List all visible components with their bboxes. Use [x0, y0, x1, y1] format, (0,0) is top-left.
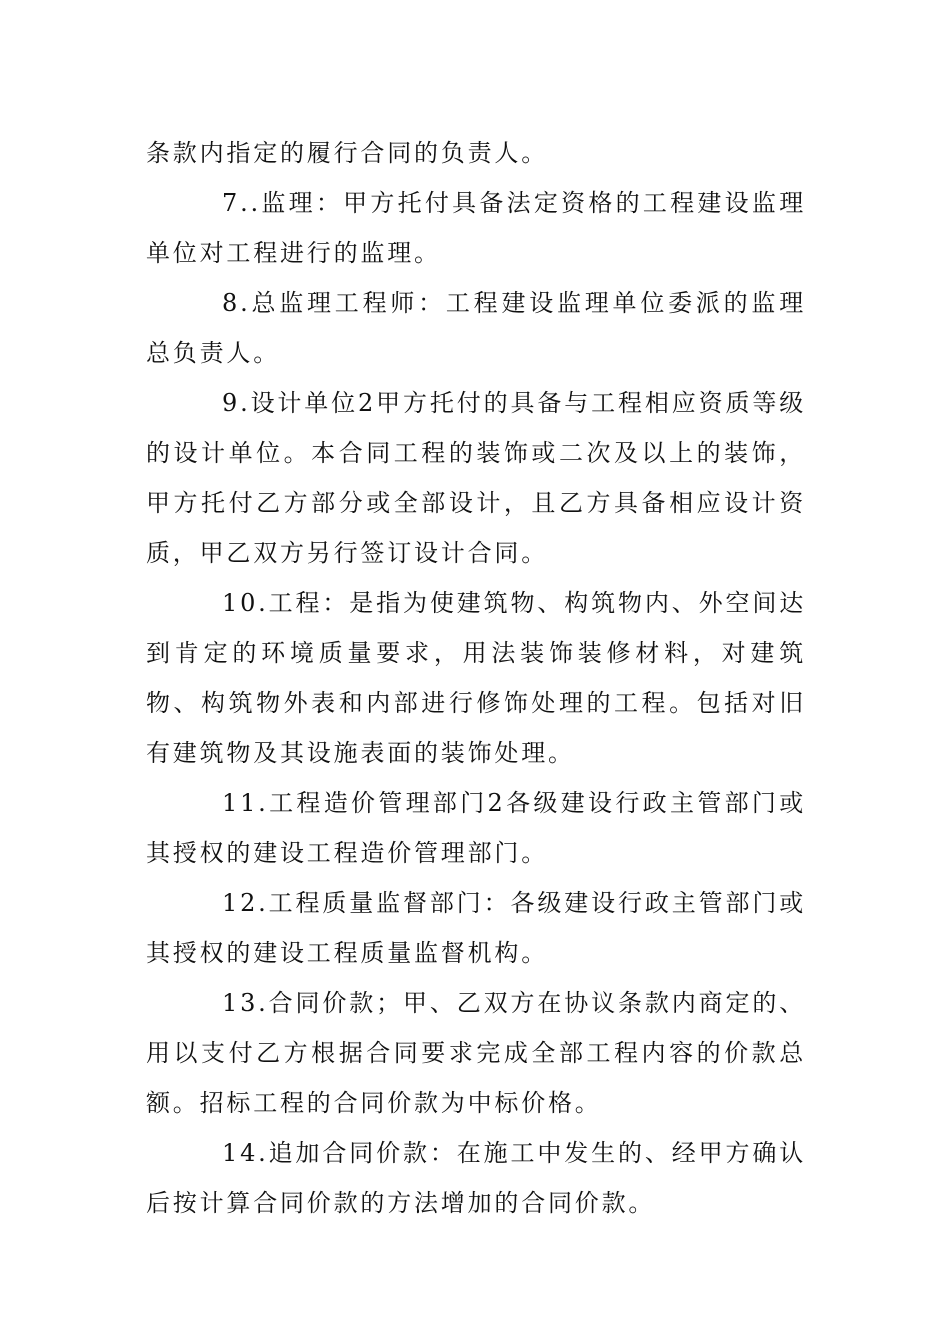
paragraph-clause-10: 10.工程：是指为使建筑物、构筑物内、外空间达到肯定的环境质量要求，用法装饰装修材料，对建筑物、构筑物外表和内部进行修饰处理的工程。包括对旧有建筑物及其设施表面的装饰处理。: [146, 589, 806, 767]
paragraph-clause-13: 13.合同价款；甲、乙双方在协议条款内商定的、用以支付乙方根据合同要求完成全部工程内容的价款总额。招标工程的合同价款为中标价格。: [146, 989, 806, 1117]
paragraph-clause-12: 12.工程质量监督部门：各级建设行政主管部门或其授权的建设工程质量监督机构。: [146, 889, 806, 967]
paragraph-clause-8: 8.总监理工程师：工程建设监理单位委派的监理总负责人。: [146, 289, 806, 367]
document-page: [146, 128, 806, 1228]
paragraph-clause-11: 11.工程造价管理部门2各级建设行政主管部门或其授权的建设工程造价管理部门。: [146, 789, 806, 867]
paragraph-clause-7: 7..监理：甲方托付具备法定资格的工程建设监理单位对工程进行的监理。: [146, 189, 806, 267]
paragraph-clause-14: 14.追加合同价款：在施工中发生的、经甲方确认后按计算合同价款的方法增加的合同价款。: [146, 1139, 806, 1217]
paragraph-clause-9: 9.设计单位2甲方托付的具备与工程相应资质等级的设计单位。本合同工程的装饰或二次及以上的装饰，甲方托付乙方部分或全部设计，且乙方具备相应设计资质，甲乙双方另行签订设计合同。: [146, 389, 806, 567]
paragraph-continuation: 条款内指定的履行合同的负责人。: [146, 139, 548, 167]
